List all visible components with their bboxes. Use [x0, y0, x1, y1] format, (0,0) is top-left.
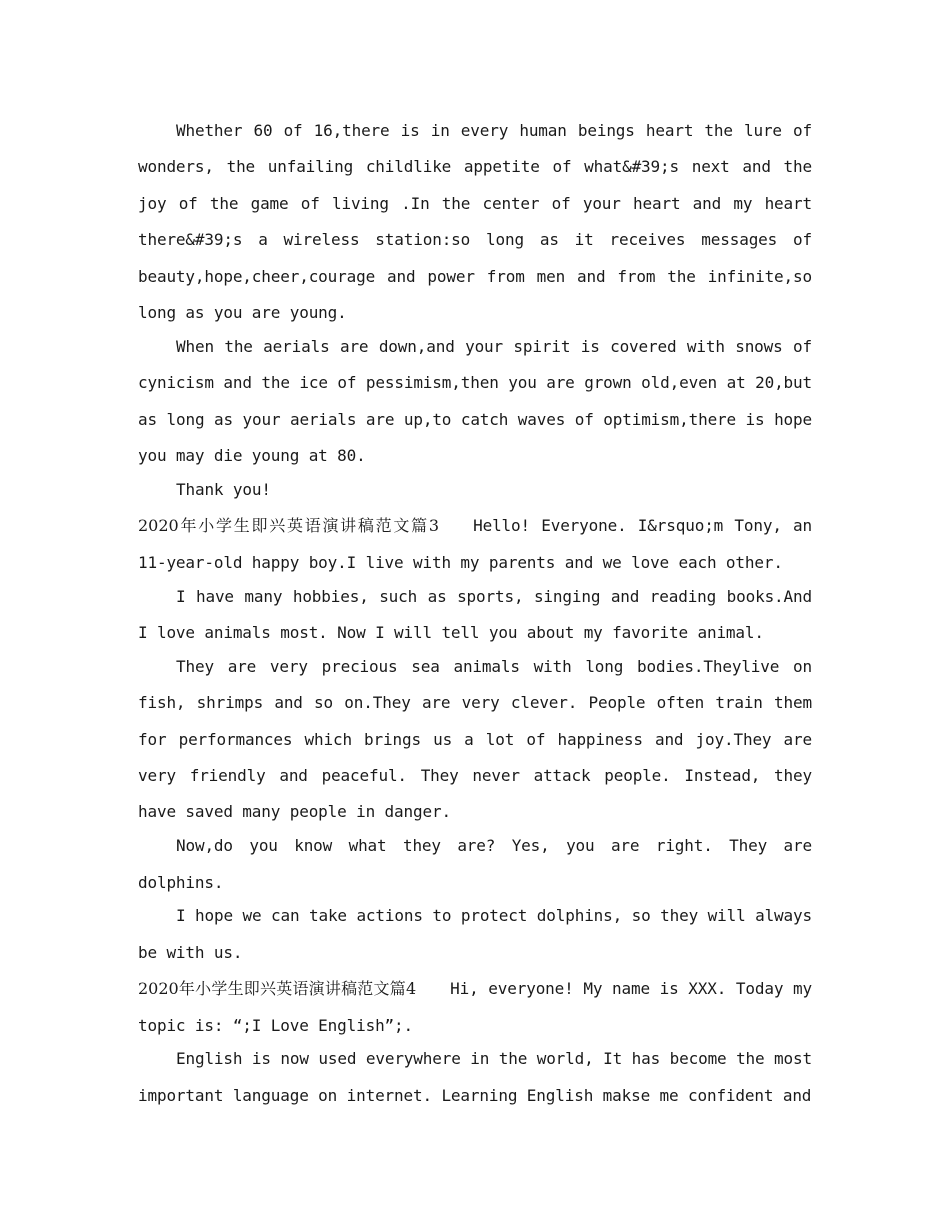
paragraph-thank-you: Thank you! — [176, 479, 271, 499]
paragraph-dolphin-question: Now,do you know what they are? Yes, you are right. They are dolphins. — [138, 836, 812, 892]
section-3-line — [138, 508, 812, 581]
section-4-heading: 2020年小学生即兴英语演讲稿范文篇4 — [138, 979, 417, 999]
paragraph-english-importance: English is now used everywhere in the world, It has become the most important language on internet. Learning English makse me confident and — [138, 1049, 812, 1105]
section-4-intro: Hi, everyone! My name is XXX. Today my topic is: “;I Love English”;. — [138, 979, 812, 1035]
document-page — [138, 113, 812, 1114]
paragraph-dolphin-description: They are very precious sea animals with long bodies.Theylive on fish, shrimps and so on.They are very clever. People often train them for performances which brings us a lot of happiness and joy.They are very friendly and peaceful. They never attack people. Instead, they have saved many people in danger. — [138, 656, 812, 822]
paragraph-hobbies: I have many hobbies, such as sports, singing and reading books.And I love animals most. Now I will tell you about my favorite animal. — [138, 586, 812, 642]
paragraph-protect-dolphins: I hope we can take actions to protect dolphins, so they will always be with us. — [138, 906, 812, 962]
paragraph-youth-1: Whether 60 of 16,there is in every human beings heart the lure of wonders, the unfailing childlike appetite of what&#39;s next and the joy of the game of living .In the center of your heart and my heart there&#39;s a wireless station:so long as it receives messages of beauty,hope,cheer,courage and power from men and from the infinite,so long as you are young. — [138, 121, 812, 323]
paragraph-youth-2: When the aerials are down,and your spirit is covered with snows of cynicism and the ice of pessimism,then you are grown old,even at 20,but as long as your aerials are up,to catch waves of optimism,there is hope you may die young at 80. — [138, 336, 812, 466]
section-3-intro: Hello! Everyone. I&rsquo;m Tony, an 11-year-old happy boy.I live with my parents and we love each other. — [138, 516, 812, 572]
section-3-heading: 2020年小学生即兴英语演讲稿范文篇3 — [138, 516, 440, 536]
section-4-line — [138, 971, 812, 1044]
